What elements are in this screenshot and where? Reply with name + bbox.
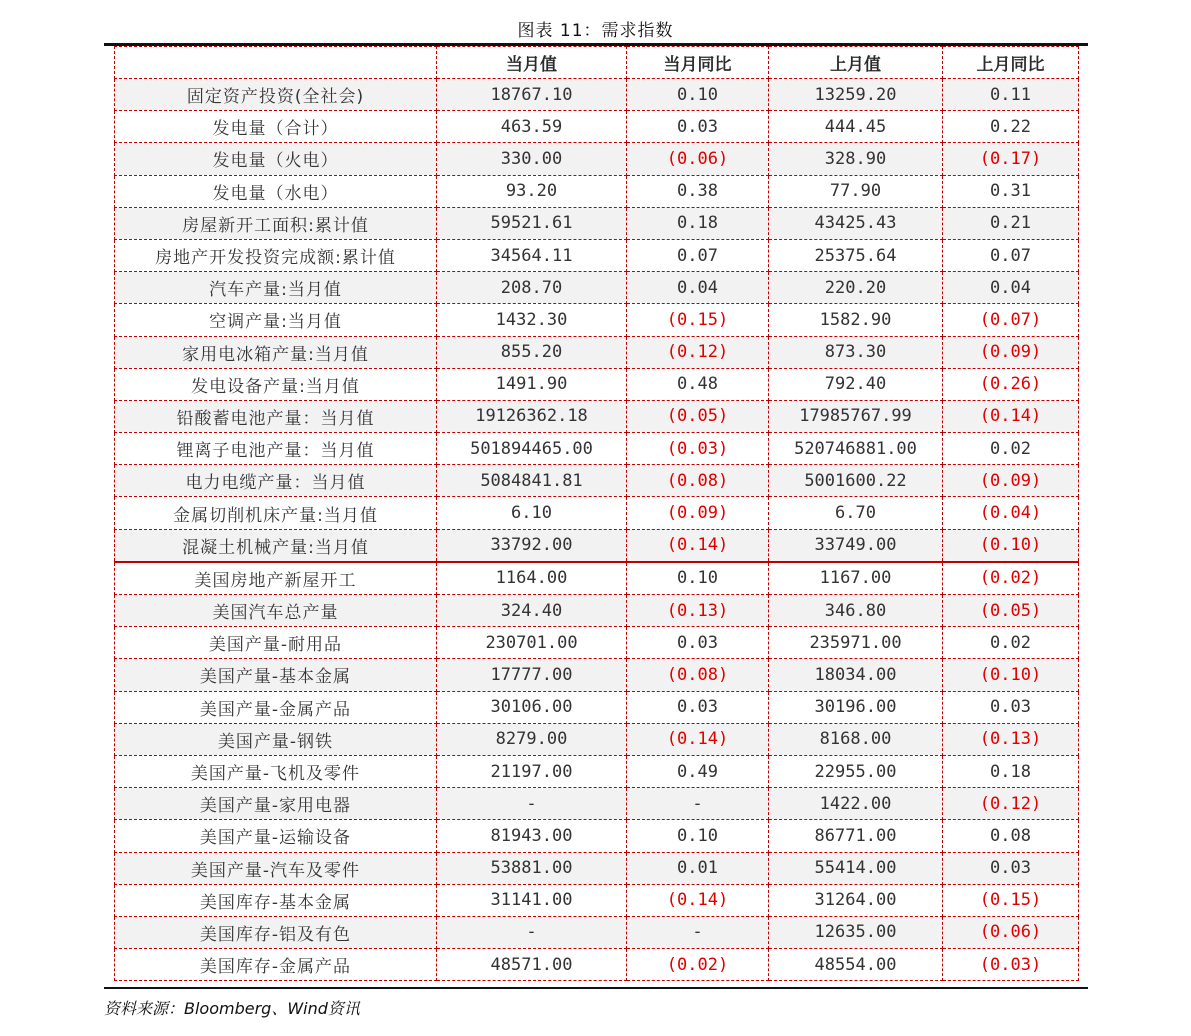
previous-yoy-cell: 0.22 [943,111,1079,143]
table-body [115,79,1079,981]
previous-value-cell: 444.45 [769,111,943,143]
row-name-cell: 金属切削机床产量:当月值 [115,497,437,529]
table-row [115,111,1079,143]
current-yoy-cell: 0.01 [627,852,769,884]
current-value-cell: 463.59 [437,111,627,143]
table-row [115,659,1079,691]
row-name-cell: 空调产量:当月值 [115,304,437,336]
current-value-cell: 5084841.81 [437,465,627,497]
header-cell-previous: 上月值 [769,47,943,79]
current-yoy-cell: (0.14) [627,723,769,755]
current-value-cell: 6.10 [437,497,627,529]
table-row [115,304,1079,336]
previous-value-cell: 77.90 [769,175,943,207]
current-value-cell: 30106.00 [437,691,627,723]
current-value-cell: 81943.00 [437,820,627,852]
current-yoy-cell: 0.03 [627,627,769,659]
row-name-cell: 发电量（合计） [115,111,437,143]
current-value-cell: 33792.00 [437,529,627,562]
table-row [115,368,1079,400]
previous-yoy-cell: 0.03 [943,852,1079,884]
current-yoy-cell: (0.05) [627,400,769,432]
table-row [115,788,1079,820]
table-row [115,916,1079,948]
previous-yoy-cell: 0.18 [943,755,1079,787]
previous-value-cell: 1582.90 [769,304,943,336]
current-yoy-cell: 0.03 [627,111,769,143]
previous-yoy-cell: (0.12) [943,788,1079,820]
table-row [115,336,1079,368]
table-row [115,143,1079,175]
current-yoy-cell: (0.13) [627,595,769,627]
current-yoy-cell: - [627,788,769,820]
current-yoy-cell: 0.03 [627,691,769,723]
row-name-cell: 汽车产量:当月值 [115,272,437,304]
previous-yoy-cell: 0.03 [943,691,1079,723]
row-name-cell: 固定资产投资(全社会) [115,79,437,111]
row-name-cell: 铅酸蓄电池产量：当月值 [115,400,437,432]
table-row [115,595,1079,627]
current-value-cell: 21197.00 [437,755,627,787]
row-name-cell: 家用电冰箱产量:当月值 [115,336,437,368]
previous-yoy-cell: (0.13) [943,723,1079,755]
previous-yoy-cell: (0.02) [943,562,1079,595]
previous-value-cell: 12635.00 [769,916,943,948]
current-value-cell: 17777.00 [437,659,627,691]
current-yoy-cell: (0.03) [627,433,769,465]
table-row [115,562,1079,595]
current-value-cell: 230701.00 [437,627,627,659]
current-yoy-cell: (0.08) [627,659,769,691]
previous-yoy-cell: (0.04) [943,497,1079,529]
row-name-cell: 美国产量-金属产品 [115,691,437,723]
previous-value-cell: 25375.64 [769,239,943,271]
row-name-cell: 房地产开发投资完成额:累计值 [115,239,437,271]
current-value-cell: 34564.11 [437,239,627,271]
table-row [115,175,1079,207]
row-name-cell: 美国产量-运输设备 [115,820,437,852]
row-name-cell: 美国产量-飞机及零件 [115,755,437,787]
current-value-cell: 19126362.18 [437,400,627,432]
current-value-cell: 53881.00 [437,852,627,884]
table-row [115,820,1079,852]
previous-yoy-cell: (0.17) [943,143,1079,175]
table-row [115,627,1079,659]
current-value-cell: 31141.00 [437,884,627,916]
previous-value-cell: 17985767.99 [769,400,943,432]
table-row [115,691,1079,723]
previous-value-cell: 55414.00 [769,852,943,884]
previous-yoy-cell: (0.15) [943,884,1079,916]
row-name-cell: 美国房地产新屋开工 [115,562,437,595]
current-yoy-cell: 0.38 [627,175,769,207]
table-row [115,239,1079,271]
previous-value-cell: 33749.00 [769,529,943,562]
header-row [115,47,1079,79]
current-yoy-cell: 0.10 [627,562,769,595]
table-row [115,884,1079,916]
previous-value-cell: 13259.20 [769,79,943,111]
previous-value-cell: 346.80 [769,595,943,627]
current-yoy-cell: (0.09) [627,497,769,529]
previous-value-cell: 1167.00 [769,562,943,595]
table-row [115,272,1079,304]
previous-yoy-cell: 0.02 [943,433,1079,465]
current-yoy-cell: (0.06) [627,143,769,175]
current-value-cell: 59521.61 [437,207,627,239]
previous-value-cell: 220.20 [769,272,943,304]
bottom-rule [104,987,1088,989]
row-name-cell: 混凝土机械产量:当月值 [115,529,437,562]
row-name-cell: 发电设备产量:当月值 [115,368,437,400]
current-value-cell: 48571.00 [437,949,627,981]
previous-value-cell: 873.30 [769,336,943,368]
row-name-cell: 美国产量-钢铁 [115,723,437,755]
previous-value-cell: 30196.00 [769,691,943,723]
current-yoy-cell: 0.04 [627,272,769,304]
current-value-cell: 1164.00 [437,562,627,595]
previous-yoy-cell: (0.03) [943,949,1079,981]
previous-value-cell: 6.70 [769,497,943,529]
table-row [115,497,1079,529]
table-row [115,529,1079,562]
previous-yoy-cell: (0.26) [943,368,1079,400]
previous-yoy-cell: (0.14) [943,400,1079,432]
previous-yoy-cell: (0.09) [943,465,1079,497]
previous-value-cell: 8168.00 [769,723,943,755]
previous-value-cell: 43425.43 [769,207,943,239]
previous-yoy-cell: (0.06) [943,916,1079,948]
header-cell-current: 当月值 [437,47,627,79]
current-value-cell: 855.20 [437,336,627,368]
previous-yoy-cell: 0.07 [943,239,1079,271]
previous-value-cell: 31264.00 [769,884,943,916]
row-name-cell: 房屋新开工面积:累计值 [115,207,437,239]
previous-yoy-cell: (0.09) [943,336,1079,368]
row-name-cell: 锂离子电池产量：当月值 [115,433,437,465]
current-yoy-cell: 0.48 [627,368,769,400]
demand-index-table [114,46,1078,981]
current-yoy-cell: (0.15) [627,304,769,336]
header-cell-previous-yoy: 上月同比 [943,47,1079,79]
table-row [115,755,1079,787]
previous-value-cell: 18034.00 [769,659,943,691]
row-name-cell: 美国汽车总产量 [115,595,437,627]
current-value-cell: 208.70 [437,272,627,304]
current-value-cell: 8279.00 [437,723,627,755]
previous-value-cell: 22955.00 [769,755,943,787]
current-value-cell: 93.20 [437,175,627,207]
current-value-cell: 501894465.00 [437,433,627,465]
current-yoy-cell: 0.07 [627,239,769,271]
current-value-cell: 18767.10 [437,79,627,111]
previous-yoy-cell: 0.31 [943,175,1079,207]
previous-yoy-cell: (0.07) [943,304,1079,336]
current-yoy-cell: 0.18 [627,207,769,239]
current-value-cell: 324.40 [437,595,627,627]
previous-yoy-cell: 0.11 [943,79,1079,111]
source-note: 资料来源：Bloomberg、Wind资讯 [104,999,360,1018]
row-name-cell: 美国产量-耐用品 [115,627,437,659]
current-value-cell: 330.00 [437,143,627,175]
previous-value-cell: 5001600.22 [769,465,943,497]
previous-value-cell: 235971.00 [769,627,943,659]
table-row [115,852,1079,884]
row-name-cell: 发电量（水电） [115,175,437,207]
row-name-cell: 美国产量-基本金属 [115,659,437,691]
current-value-cell: 1491.90 [437,368,627,400]
previous-yoy-cell: 0.21 [943,207,1079,239]
current-yoy-cell: 0.10 [627,820,769,852]
previous-value-cell: 328.90 [769,143,943,175]
current-yoy-cell: (0.14) [627,529,769,562]
previous-value-cell: 792.40 [769,368,943,400]
row-name-cell: 发电量（火电） [115,143,437,175]
current-yoy-cell: (0.08) [627,465,769,497]
figure-title: 图表 11：需求指数 [517,21,674,41]
previous-value-cell: 1422.00 [769,788,943,820]
table-row [115,400,1079,432]
table-row [115,949,1079,981]
current-value-cell: - [437,916,627,948]
current-value-cell: - [437,788,627,820]
previous-value-cell: 48554.00 [769,949,943,981]
row-name-cell: 美国产量-汽车及零件 [115,852,437,884]
current-value-cell: 1432.30 [437,304,627,336]
previous-yoy-cell: (0.10) [943,529,1079,562]
row-name-cell: 美国库存-基本金属 [115,884,437,916]
previous-value-cell: 520746881.00 [769,433,943,465]
table-row [115,79,1079,111]
table-row [115,433,1079,465]
previous-yoy-cell: 0.04 [943,272,1079,304]
current-yoy-cell: 0.49 [627,755,769,787]
header-cell-name [115,47,437,79]
table-row [115,207,1079,239]
previous-yoy-cell: 0.02 [943,627,1079,659]
row-name-cell: 电力电缆产量：当月值 [115,465,437,497]
row-name-cell: 美国库存-金属产品 [115,949,437,981]
current-yoy-cell: (0.14) [627,884,769,916]
previous-yoy-cell: (0.05) [943,595,1079,627]
current-yoy-cell: - [627,916,769,948]
header-cell-current-yoy: 当月同比 [627,47,769,79]
table-row [115,465,1079,497]
current-yoy-cell: 0.10 [627,79,769,111]
current-yoy-cell: (0.02) [627,949,769,981]
previous-yoy-cell: (0.10) [943,659,1079,691]
table-row [115,723,1079,755]
previous-value-cell: 86771.00 [769,820,943,852]
previous-yoy-cell: 0.08 [943,820,1079,852]
current-yoy-cell: (0.12) [627,336,769,368]
row-name-cell: 美国库存-铝及有色 [115,916,437,948]
row-name-cell: 美国产量-家用电器 [115,788,437,820]
